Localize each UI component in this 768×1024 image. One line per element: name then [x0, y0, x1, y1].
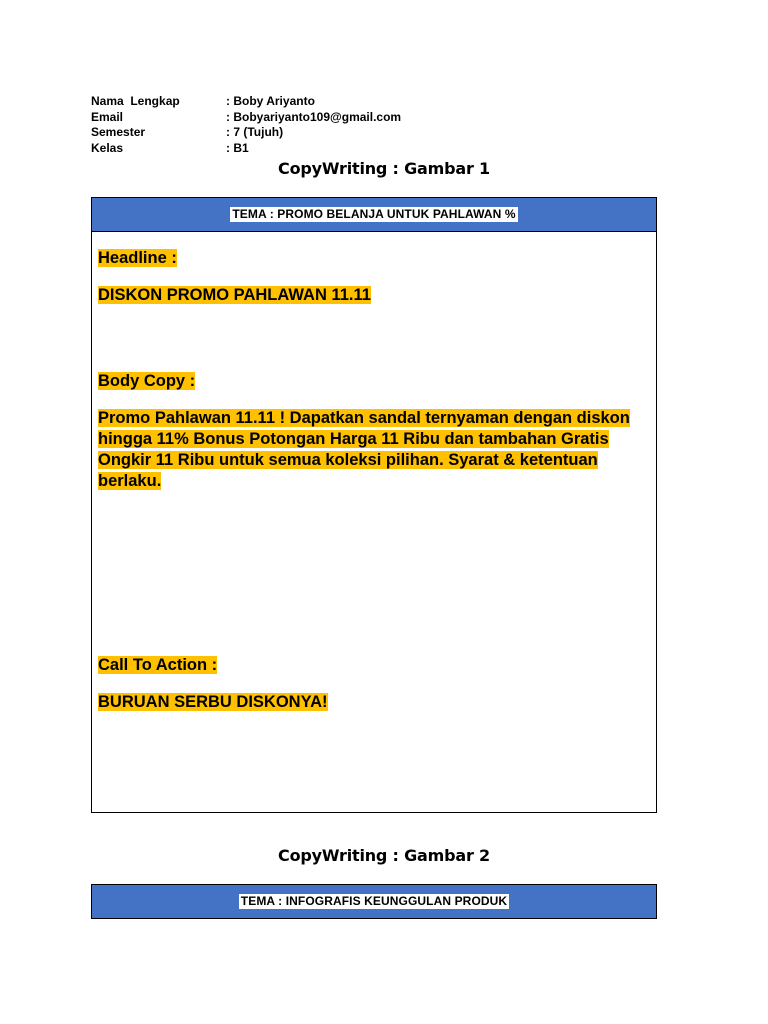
cta-label: Call To Action :	[98, 656, 218, 674]
class-value: : B1	[226, 140, 249, 155]
body-copy-text: Promo Pahlawan 11.11 ! Dapatkan sandal ternyaman dengan diskon hingga 11% Bonus Potongan Harga 11 Ribu dan tambahan Gratis Ongkir 11 Ribu untuk semua koleksi pilihan. Syarat & ketentuan berlaku.	[98, 409, 630, 490]
body-copy-label: Body Copy :	[98, 372, 196, 390]
semester-label: Semester	[91, 125, 146, 139]
theme-band-1	[92, 198, 656, 232]
headline-text: DISKON PROMO PAHLAWAN 11.11	[98, 286, 371, 304]
section1-title: CopyWriting : Gambar 1	[278, 159, 490, 178]
copywriting-card-1	[91, 197, 657, 813]
semester-value: : 7 (Tujuh)	[226, 125, 284, 139]
cta-text: BURUAN SERBU DISKONYA!	[98, 693, 328, 711]
name-value: : Boby Ariyanto	[226, 94, 315, 108]
info-row-name	[91, 94, 401, 110]
info-row-email	[91, 110, 401, 126]
section2-title: CopyWriting : Gambar 2	[278, 846, 490, 865]
name-label: Nama Lengkap	[91, 94, 180, 108]
email-value: : Bobyariyanto109@gmail.com	[226, 109, 402, 124]
info-row-class	[91, 141, 401, 157]
student-info	[91, 94, 401, 156]
theme-text-1: TEMA : PROMO BELANJA UNTUK PAHLAWAN %	[232, 207, 516, 221]
headline-label: Headline :	[98, 249, 177, 267]
theme-text-2: TEMA : INFOGRAFIS KEUNGGULAN PRODUK	[240, 894, 508, 908]
theme-band-2	[92, 885, 656, 918]
copywriting-card-2	[91, 884, 657, 919]
info-row-semester	[91, 125, 401, 141]
email-label: Email	[91, 109, 124, 124]
class-label: Kelas	[91, 140, 124, 155]
